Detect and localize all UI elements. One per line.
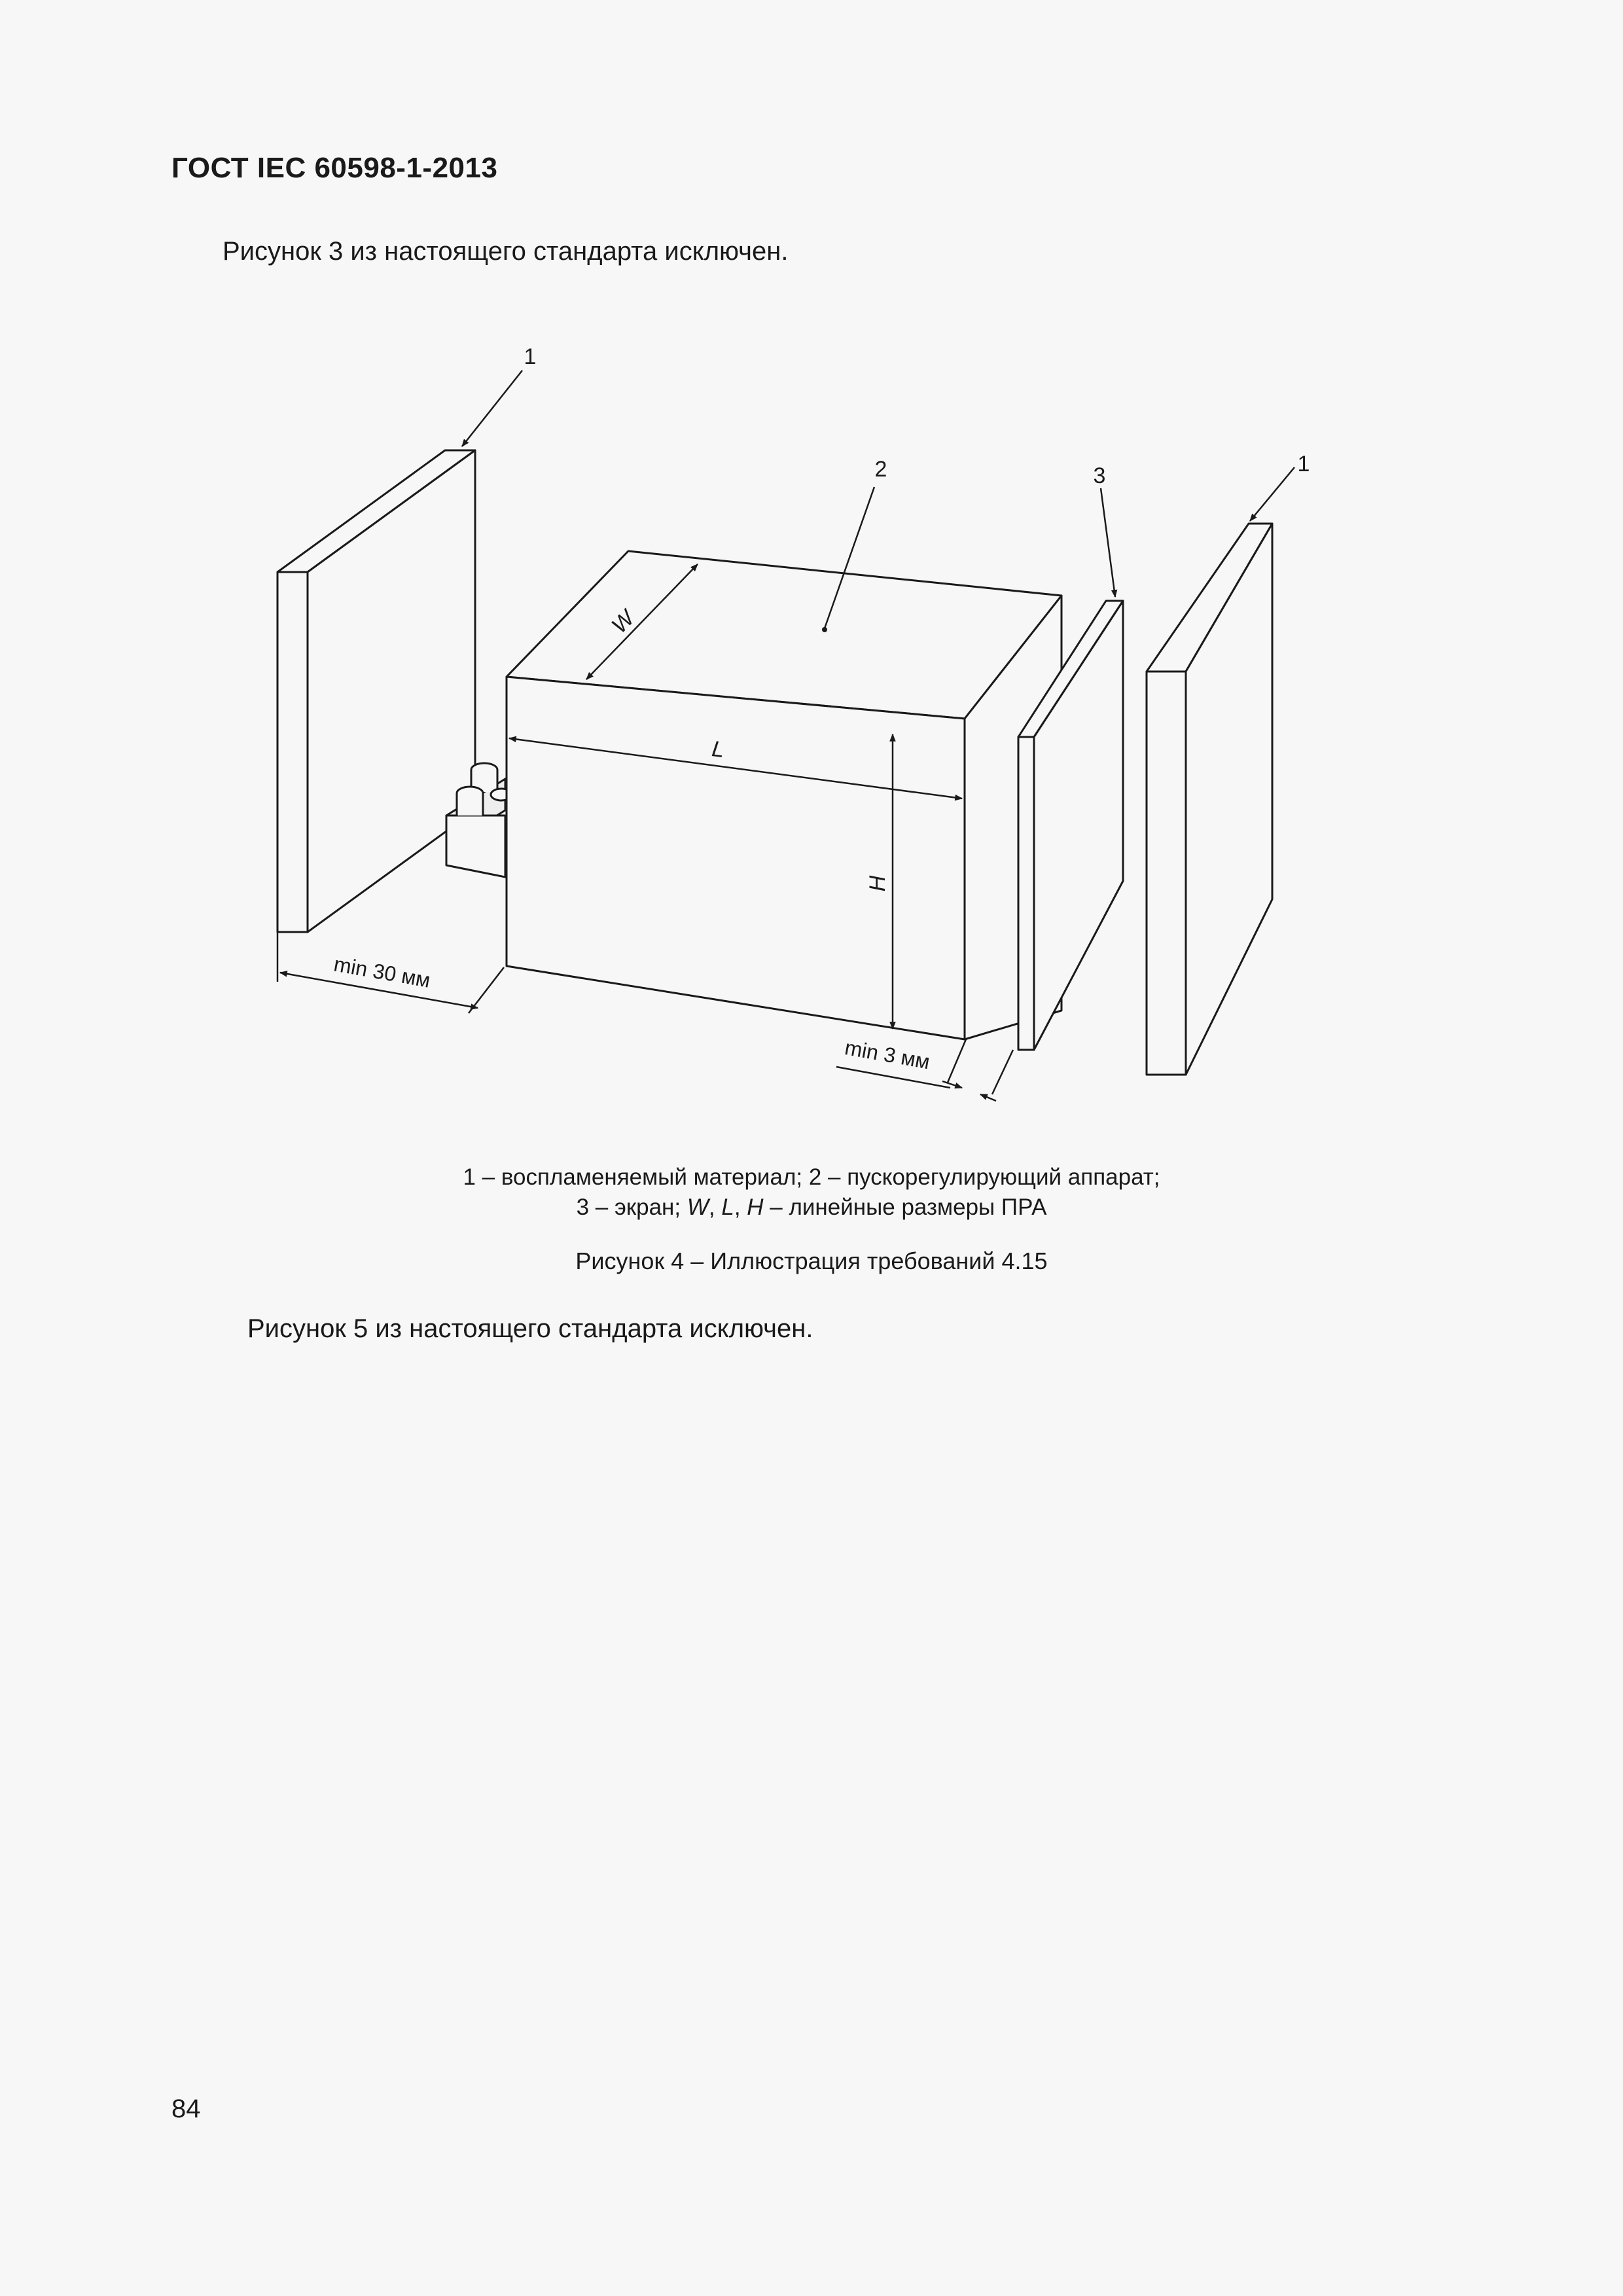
figure-legend-line2: 3 – экран; W, L, H – линейные размеры ПРА [576, 1194, 1047, 1220]
document-header: ГОСТ IEC 60598-1-2013 [171, 152, 498, 184]
figure5-excluded-note: Рисунок 5 из настоящего стандарта исключен. [247, 1314, 813, 1343]
page-number: 84 [171, 2094, 201, 2123]
figure-legend-line1: 1 – воспламеняемый материал; 2 – пускорегулирующий аппарат; [463, 1164, 1160, 1190]
flammable-panel-right [1147, 524, 1272, 1075]
dimension-l-label: L [710, 736, 726, 763]
ballast-box [507, 551, 1061, 1039]
callout-2: 2 [874, 457, 887, 482]
dimension-w-label: W [607, 605, 639, 639]
callout-1-right: 1 [1297, 452, 1310, 476]
dimension-min30-label: min 30 мм [332, 952, 433, 992]
figure3-excluded-note: Рисунок 3 из настоящего стандарта исключен. [223, 237, 789, 266]
callout-3: 3 [1093, 463, 1106, 488]
ballast-callout-dot [822, 627, 827, 632]
dimension-h-label: H [865, 875, 890, 892]
dimension-min3-label: min 3 мм [843, 1035, 932, 1074]
figure-caption: Рисунок 4 – Иллюстрация требований 4.15 [575, 1247, 1048, 1274]
callout-1-left: 1 [524, 344, 537, 369]
callout-leader-1-left [462, 370, 522, 446]
